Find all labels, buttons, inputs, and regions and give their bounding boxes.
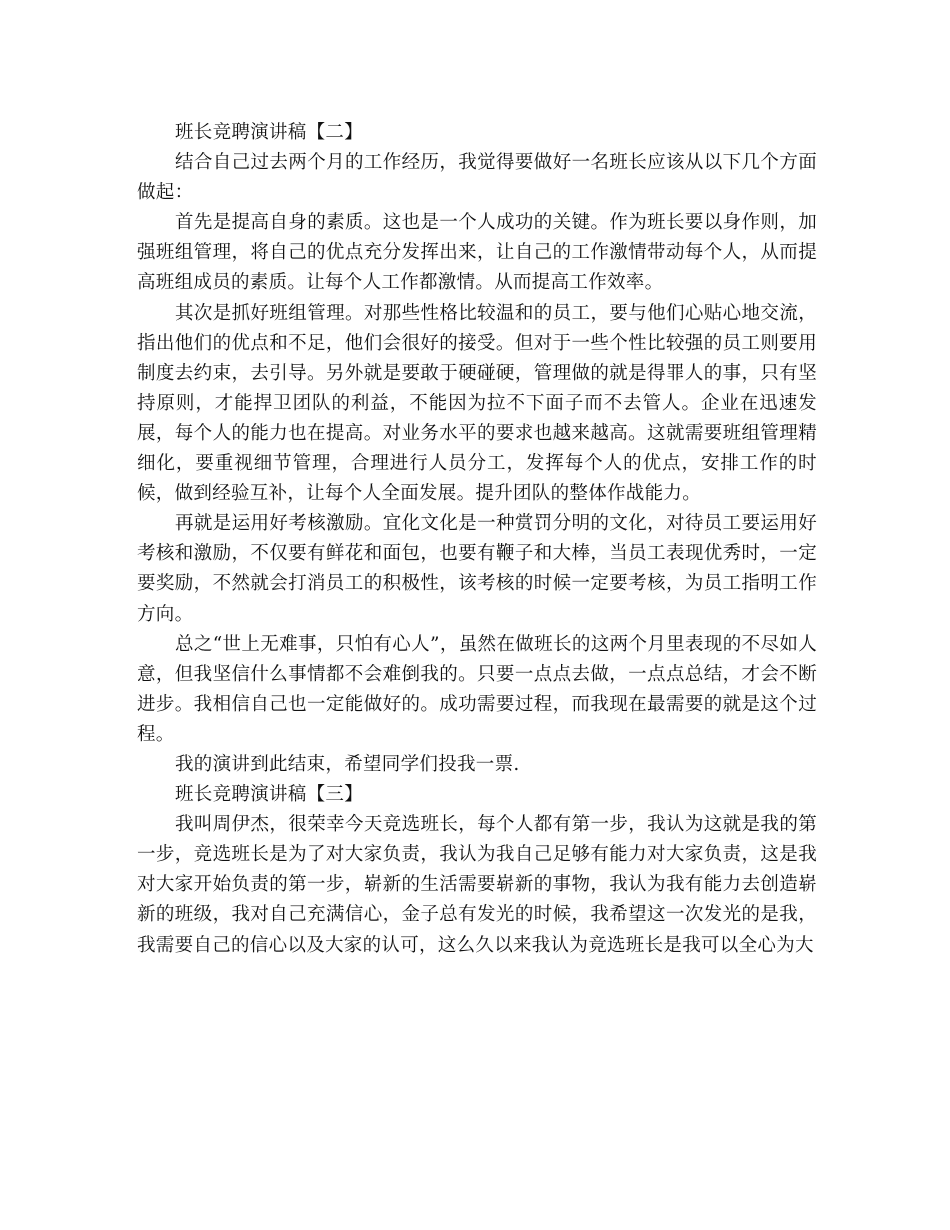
document-body — [137, 118, 817, 961]
paragraph: 其次是抓好班组管理。对那些性格比较温和的员工，要与他们心贴心地交流，指出他们的优点和不足，他们会很好的接受。但对于一些个性比较强的员工则要用制度去约束，去引导。另外就是要敢于硬碰硬，管理做的就是得罪人的事，只有坚持原则，才能捍卫团队的利益，不能因为拉不下面子而不去管人。企业在迅速发展，每个人的能力也在提高。对业务水平的要求也越来越高。这就需要班组管理精细化，要重视细节管理，合理进行人员分工，发挥每个人的优点，安排工作的时候，做到经验互补，让每个人全面发展。提升团队的整体作战能力。 — [137, 302, 817, 505]
section-heading: 班长竞聘演讲稿【二】 — [175, 122, 364, 143]
paragraph: 结合自己过去两个月的工作经历，我觉得要做好一名班长应该从以下几个方面做起： — [137, 152, 817, 204]
paragraph: 再就是运用好考核激励。宜化文化是一种赏罚分明的文化，对待员工要运用好考核和激励，不仅要有鲜花和面包，也要有鞭子和大棒，当员工表现优秀时，一定要奖励，不然就会打消员工的积极性，该考核的时候一定要考核，为员工指明工作方向。 — [137, 513, 817, 625]
section-heading: 班长竞聘演讲稿【三】 — [175, 784, 364, 806]
paragraph: 总之“世上无难事，只怕有心人”，虽然在做班长的这两个月里表现的不尽如人意，但我坚信什么事情都不会难倒我的。只要一点点去做，一点点总结，才会不断进步。我相信自己也一定能做好的。成功需要过程，而我现在最需要的就是这个过程。 — [137, 633, 817, 745]
paragraph: 我叫周伊杰，很荣幸今天竞选班长，每个人都有第一步，我认为这就是我的第一步，竞选班长是为了对大家负责，我认为我自己足够有能力对大家负责，这是我对大家开始负责的第一步，崭新的生活需要崭新的事物，我认为我有能力去创造崭新的班级，我对自己充满信心，金子总有发光的时候，我希望这一次发光的是我，我需要自己的信心以及大家的认可，这么久以来我认为竞选班长是我可以全心为大 — [137, 814, 817, 956]
paragraph: 首先是提高自身的素质。这也是一个人成功的关键。作为班长要以身作则，加强班组管理，将自己的优点充分发挥出来，让自己的工作激情带动每个人，从而提高班组成员的素质。让每个人工作都激情。从而提高工作效率。 — [137, 212, 817, 294]
paragraph: 我的演讲到此结束，希望同学们投我一票. — [175, 753, 520, 775]
